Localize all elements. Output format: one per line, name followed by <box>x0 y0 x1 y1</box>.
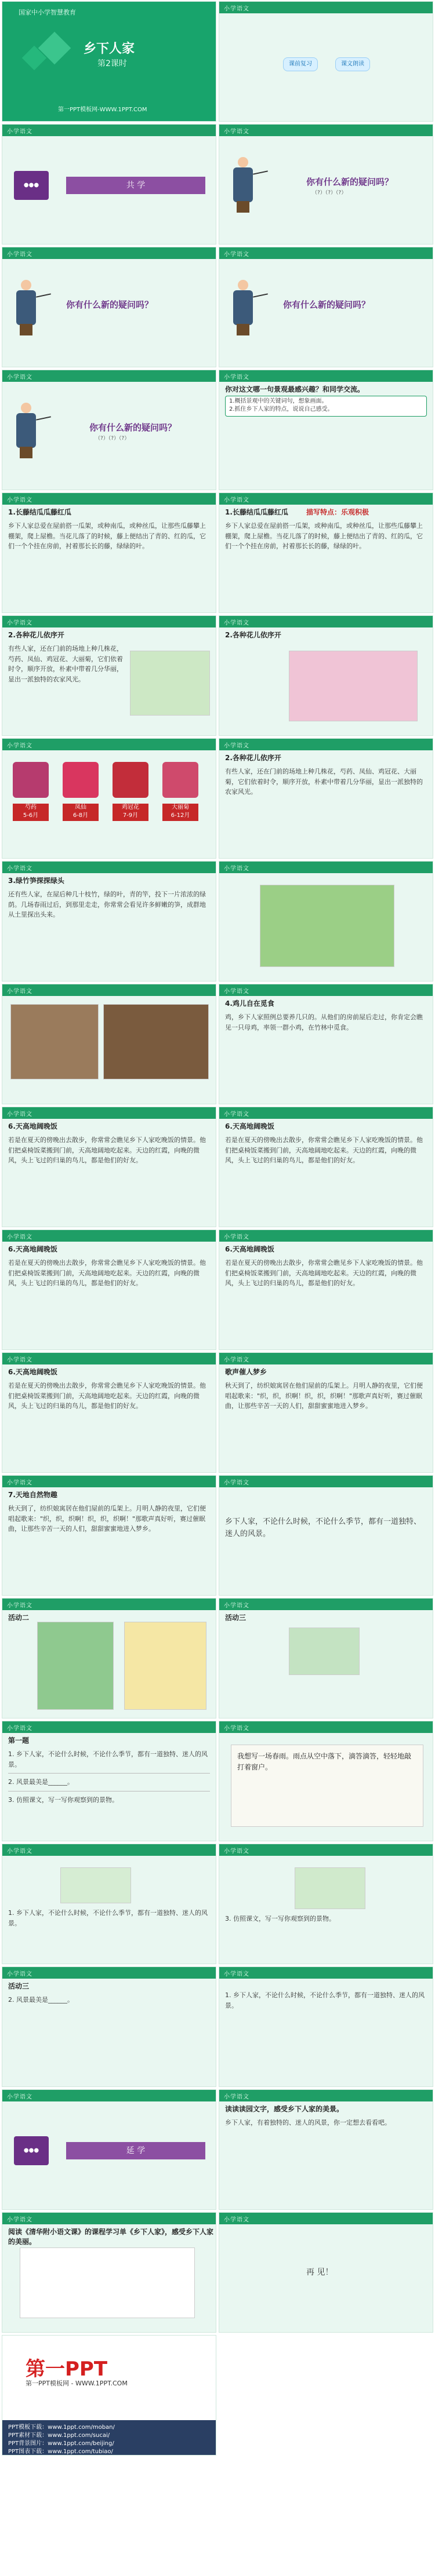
scene-title: 6.天高地阔晚饭 <box>8 1245 57 1253</box>
scene-text: 若是在夏天的傍晚出去散步，你常常会瞧见乡下人家吃晚饭的情景。他们把桌椅饭菜搬到门前，天高地阔地吃起来。天边的红霞，向晚的微风，头上飞过的归巢的鸟儿，都是他们的好友。 <box>225 1136 423 1165</box>
activity-picture <box>37 1622 114 1710</box>
flower-photo <box>13 762 49 798</box>
scene-title: 2.各种花儿依序开 <box>8 631 64 639</box>
flower-label: 凤仙 6-8月 <box>63 804 99 821</box>
ppt-logo: 第一PPT <box>26 2358 108 2381</box>
section-title: 共 学 <box>66 177 205 194</box>
ribbon <box>2 493 216 505</box>
ribbon <box>2 247 216 259</box>
review-button[interactable]: 课前复习 <box>283 57 318 71</box>
slide-goodbye[interactable] <box>219 2212 433 2333</box>
ribbon <box>2 1107 216 1119</box>
ribbon-label: 小学语文 <box>7 988 32 995</box>
slide-huodong-caption[interactable] <box>219 1475 433 1596</box>
scene-text: 秋天到了，纺织娘寓居在他们屋前的瓜架上。月明人静的夜里，它们便唱起歌来："织，织，织啊！织，织，织啊！"那歌声真好听，赛过催眠曲，让那些辛苦一天的人们，甜甜蜜蜜地进入梦乡。 <box>8 1505 206 1533</box>
ribbon <box>219 1107 433 1119</box>
scene-text: 若是在夏天的傍晚出去散步，你常常会瞧见乡下人家吃晚饭的情景。他们把桌椅饭菜搬到门前，天高地阔地吃起来。天边的红霞，向晚的微风，头上飞过的归巢的鸟儿，都是他们的好友。 <box>8 1259 206 1287</box>
slide-scene4[interactable] <box>219 984 433 1104</box>
scene-title: 1.长藤结瓜瓜藤红瓜 <box>225 508 288 516</box>
ribbon-label: 小学语文 <box>224 743 249 749</box>
scene-title: 2.各种花儿依序开 <box>225 631 281 639</box>
ribbon-label: 小学语文 <box>224 988 249 995</box>
ribbon <box>219 739 433 750</box>
slide-scene1-highlight[interactable] <box>219 492 433 613</box>
scene-text: 若是在夏天的傍晚出去散步，你常常会瞧见乡下人家吃晚饭的情景。他们把桌椅饭菜搬到门前，天高地阔地吃起来。天边的红霞，向晚的微风，头上飞过的归巢的鸟儿，都是他们的好友。 <box>8 1382 206 1410</box>
ribbon-label: 小学语文 <box>224 1111 249 1118</box>
scene-text: 还有些人家，在屋后种几十枝竹，绿的叶，青的竿，投下一片浓浓的绿荫。几场春雨过后，到那里走走，你常常会看见许多鲜嫩的笋，成群地从土里探出头来。 <box>8 891 206 919</box>
slide-scene4-photo[interactable] <box>2 984 216 1104</box>
handwriting-text: 我想写一场春雨。雨点从空中落下，滴答滴答，轻轻地敲打着窗户。 <box>237 1752 412 1772</box>
scene-title: 2.各种花儿依序开 <box>225 754 281 762</box>
slide-scene7-b[interactable] <box>2 1475 216 1596</box>
flower-label: 芍药 5-6月 <box>13 804 49 821</box>
ribbon-label: 小学语文 <box>7 620 32 626</box>
ribbon <box>219 1230 433 1242</box>
ribbon <box>2 1599 216 1610</box>
scene-text: 有些人家，还在门前的场地上种几株花，芍药、凤仙、鸡冠花、大丽菊，它们依着时令，顺序开放，朴素中带着几分华丽，显出一派独特的农家风光。 <box>8 645 123 683</box>
ribbon <box>2 616 216 627</box>
flower-photo <box>63 762 99 798</box>
ribbon-label: 小学语文 <box>224 1357 249 1363</box>
note-box <box>225 396 427 417</box>
flower-label: 大丽菊 6-12月 <box>162 804 198 821</box>
ribbon-label: 小学语文 <box>224 1234 249 1240</box>
slide-scene2-text[interactable] <box>219 738 433 859</box>
ribbon <box>219 247 433 259</box>
ribbon <box>219 1599 433 1610</box>
people-icon: ●●● <box>14 171 49 200</box>
slide-gongxue[interactable] <box>2 124 216 245</box>
scene-title: 6.天高地阔晚饭 <box>225 1245 274 1253</box>
ribbon-label: 小学语文 <box>224 374 249 381</box>
slide-practice-c[interactable] <box>219 1844 433 1964</box>
scene-title: 4.鸡儿自在觅食 <box>225 999 274 1008</box>
extension-text: 阅读《清华附小语文课》的课程学习单《乡下人家》，感受乡下人家的美丽。 <box>8 2228 214 2246</box>
ribbon-label: 小学语文 <box>224 6 249 12</box>
activity-title: 活动二 <box>8 1614 30 1622</box>
ribbon <box>2 984 216 996</box>
note-line: 2.抓住乡下人家的特点，说说自己感受。 <box>229 406 334 413</box>
goodbye-text: 再 见！ <box>306 2268 334 2277</box>
slide-scene6-d[interactable] <box>219 1229 433 1350</box>
reading-button[interactable]: 课文朗读 <box>335 57 370 71</box>
practice-text: 1. 乡下人家，不论什么时候，不论什么季节，都有一道独特、迷人的风景。 <box>8 1909 208 1927</box>
ribbon <box>2 739 216 750</box>
ribbon-label: 小学语文 <box>7 1480 32 1486</box>
slide-practice-b[interactable] <box>2 1844 216 1964</box>
slide-scene2-photo[interactable] <box>219 615 433 736</box>
ppt-link[interactable]: PPT模板下载：www.1ppt.com/moban/ <box>8 2424 115 2431</box>
ribbon-label: 小学语文 <box>7 1725 32 1732</box>
slide-scene3-photo[interactable] <box>219 861 433 981</box>
scene-title: 6.天高地阔晚饭 <box>8 1122 57 1130</box>
scene-text: 若是在夏天的傍晚出去散步，你常常会瞧见乡下人家吃晚饭的情景。他们把桌椅饭菜搬到门前，天高地阔地吃起来。天边的红霞，向晚的微风，头上飞过的归巢的鸟儿，都是他们的好友。 <box>8 1136 206 1165</box>
ribbon <box>219 493 433 505</box>
activity-picture <box>124 1622 206 1710</box>
scene-title: 1.长藤结瓜瓜藤红瓜 <box>8 508 71 516</box>
slide-question-1[interactable] <box>219 124 433 245</box>
ribbon-label: 小学语文 <box>7 866 32 872</box>
ribbon-label: 小学语文 <box>7 129 32 135</box>
slide-practice[interactable] <box>2 1721 216 1841</box>
ribbon <box>219 1844 433 1856</box>
slide-nav[interactable] <box>219 1 433 122</box>
slide-question-3[interactable] <box>219 247 433 367</box>
ribbon <box>2 862 216 873</box>
question-text: 你有什么新的疑问吗？ <box>66 300 154 310</box>
question-text: 你有什么新的疑问吗？ <box>306 177 394 187</box>
slide-scene6-c[interactable] <box>2 1229 216 1350</box>
flower-photo <box>113 762 148 798</box>
bamboo-photo <box>260 885 394 967</box>
slide-extension[interactable] <box>2 2212 216 2333</box>
ribbon <box>2 1230 216 1242</box>
practice-line: 3. 仿照课文，写一写你观察到的景物。 <box>8 1796 118 1804</box>
slide-scene6[interactable] <box>2 1107 216 1227</box>
ribbon <box>219 1476 433 1487</box>
ppt-link[interactable]: PPT背景图片：www.1ppt.com/beijing/ <box>8 2440 114 2447</box>
scene-text: 若是在夏天的傍晚出去散步，你常常会瞧见乡下人家吃晚饭的情景。他们把桌椅饭菜搬到门前，天高地阔地吃起来。天边的红霞，向晚的微风，头上飞过的归巢的鸟儿，都是他们的好友。 <box>225 1259 423 1287</box>
ribbon <box>2 1476 216 1487</box>
scene-title: 7.天地自然物趣 <box>8 1491 57 1499</box>
ribbon <box>2 1721 216 1733</box>
ribbon <box>219 1353 433 1364</box>
handwriting-sheet <box>231 1745 423 1827</box>
question-hint: （?）（?）（?） <box>95 436 130 442</box>
people-icon: ●●● <box>14 2136 49 2165</box>
cover-title: 乡下人家 <box>84 42 135 56</box>
ribbon <box>219 125 433 136</box>
teacher-icon <box>230 280 256 335</box>
ribbon-label: 小学语文 <box>224 1848 249 1855</box>
note-line: 1.概括景观中的关键词句，想象画面。 <box>229 398 328 404</box>
scene-text: 乡下人家总爱在屋前搭一瓜架，或种南瓜，或种丝瓜，让那些瓜藤攀上棚架，爬上屋檐。当花儿落了的时候，藤上便结出了青的、红的瓜，它们一个个挂在房前，衬着那长长的藤，绿绿的叶。 <box>8 522 206 550</box>
ribbon-label: 小学语文 <box>224 1971 249 1977</box>
practice-line: 1. 乡下人家，不论什么时候，不论什么季节，都有一道独特、迷人的风景。 <box>8 1750 208 1768</box>
ppt-link-bar <box>2 2420 216 2455</box>
slide-handwriting[interactable] <box>219 1721 433 1841</box>
scene-text: 有些人家，还在门前的场地上种几株花，芍药、凤仙、鸡冠花、大丽菊，它们依着时令，顺序开放，朴素中带着几分华丽，显出一派独特的农家风光。 <box>225 768 423 796</box>
flower-photo <box>130 651 210 716</box>
teacher-icon <box>13 280 39 335</box>
practice-list <box>8 1749 210 1805</box>
scene-title: 歌声催人梦乡 <box>225 1368 267 1376</box>
ribbon-label: 小学语文 <box>224 129 249 135</box>
ribbon-label: 小学语文 <box>224 2094 249 2100</box>
ribbon-label: 小学语文 <box>7 1603 32 1609</box>
ribbon-label: 小学语文 <box>7 251 32 258</box>
practice-text: 3. 仿照课文，写一写你观察到的景物。 <box>225 1915 335 1922</box>
ribbon <box>219 862 433 873</box>
practice-text: 2. 风景最美是______。 <box>8 1996 74 2004</box>
teacher-icon <box>230 157 256 213</box>
flower-label: 鸡冠花 7-9月 <box>113 804 148 821</box>
teacher-icon <box>13 403 39 458</box>
slide-huodong-2[interactable] <box>2 1598 216 1718</box>
slide-huodong-3[interactable] <box>219 1598 433 1718</box>
reading-title: 读读读园文字，感受乡下人家的美景。 <box>225 2105 344 2113</box>
slide-question-4[interactable] <box>2 370 216 490</box>
cover-subtitle: 第2课时 <box>97 59 127 68</box>
activity-title: 活动三 <box>8 1982 30 1990</box>
slide-scene7[interactable] <box>219 1352 433 1473</box>
ribbon <box>2 125 216 136</box>
activity-picture <box>289 1628 360 1675</box>
ribbon <box>2 1844 216 1856</box>
ribbon <box>2 1967 216 1979</box>
ribbon-label: 小学语文 <box>224 2217 249 2223</box>
practice-text: 1. 乡下人家，不论什么时候，不论什么季节，都有一道独特、迷人的风景。 <box>225 1991 425 2009</box>
slide-flower-gallery[interactable] <box>2 738 216 859</box>
question-hint: （?）（?）（?） <box>312 190 347 196</box>
reading-text: 乡下人家，有着独特的、迷人的风景，你一定想去看看吧。 <box>225 2119 391 2126</box>
ppt-link[interactable]: PPT图表下载：www.1ppt.com/tubiao/ <box>8 2449 113 2455</box>
ribbon <box>219 1967 433 1979</box>
ribbon <box>219 616 433 627</box>
slide-scene2[interactable] <box>2 615 216 736</box>
activity-title: 活动三 <box>225 1614 246 1622</box>
ribbon-label: 小学语文 <box>7 1111 32 1118</box>
ribbon <box>2 1353 216 1364</box>
practice-heading: 第一题 <box>8 1736 30 1745</box>
ribbon <box>2 2213 216 2224</box>
slide-exchange[interactable] <box>219 370 433 490</box>
ribbon <box>219 370 433 382</box>
flower-photo <box>162 762 198 798</box>
practice-line: 2. 风景最美是______。 <box>8 1778 74 1786</box>
slide-scene1[interactable] <box>2 492 216 613</box>
chicken-photo <box>10 1004 99 1079</box>
ribbon-label: 小学语文 <box>7 1234 32 1240</box>
cover-footer: 第一PPT模板网-WWW.1PPT.COM <box>58 107 147 113</box>
ribbon-label: 小学语文 <box>7 2217 32 2223</box>
ribbon <box>219 2090 433 2101</box>
ribbon-label: 小学语文 <box>224 866 249 872</box>
ribbon <box>219 2 433 13</box>
ribbon-label: 小学语文 <box>7 374 32 381</box>
question-text: 你有什么新的疑问吗？ <box>283 300 371 310</box>
ribbon-label: 小学语文 <box>224 251 249 258</box>
question-text: 你有什么新的疑问吗？ <box>89 422 177 433</box>
caption-text: 乡下人家，不论什么时候，不论什么季节，都有一道独特、迷人的风景。 <box>225 1517 422 1538</box>
ribbon <box>219 2213 433 2224</box>
ribbon <box>2 2090 216 2101</box>
ribbon <box>219 984 433 996</box>
worksheet-preview <box>20 2247 195 2318</box>
slide-scene3[interactable] <box>2 861 216 981</box>
ribbon-label: 小学语文 <box>224 497 249 503</box>
ribbon <box>2 370 216 382</box>
activity-picture <box>295 1867 365 1909</box>
ribbon-label: 小学语文 <box>7 2094 32 2100</box>
flower-photo <box>289 651 418 721</box>
scene-title: 3.绿竹笋探探绿头 <box>8 877 64 885</box>
exchange-question: 你对这文哪一句景观最感兴趣？和同学交流。 <box>225 385 365 393</box>
ppt-link[interactable]: PPT素材下载：www.1ppt.com/sucai/ <box>8 2432 110 2439</box>
ribbon-label: 小学语文 <box>7 1357 32 1363</box>
scene-text: 鸡，乡下人家照例总要养几只的。从他们的房前屋后走过，你肯定会瞧见一只母鸡，率领一群小鸡，在竹林中觅食。 <box>225 1013 423 1031</box>
ribbon-label: 小学语文 <box>7 1848 32 1855</box>
ribbon-label: 小学语文 <box>224 1725 249 1732</box>
scene-title: 6.天高地阔晚饭 <box>225 1122 274 1130</box>
scene-text: 乡下人家总爱在屋前搭一瓜架，或种南瓜，或种丝瓜，让那些瓜藤攀上棚架，爬上屋檐。当花儿落了的时候，藤上便结出了青的、红的瓜，它们一个个挂在房前，衬着那长长的藤，绿绿的叶。 <box>225 522 423 550</box>
activity-picture <box>60 1867 131 1903</box>
slide-reading[interactable] <box>219 2089 433 2210</box>
ribbon-label: 小学语文 <box>7 1971 32 1977</box>
ribbon-label: 小学语文 <box>7 497 32 503</box>
slide-question-2[interactable] <box>2 247 216 367</box>
chicken-photo <box>103 1004 209 1079</box>
ribbon-label: 小学语文 <box>224 620 249 626</box>
scene-text: 秋天到了，纺织娘寓居在他们屋前的瓜架上。月明人静的夜里，它们便唱起歌来："织，织，织啊！织，织，织啊！"那歌声真好听，赛过催眠曲，让那些辛苦一天的人们，甜甜蜜蜜地进入梦乡。 <box>225 1382 423 1410</box>
slide-ppt-brand[interactable] <box>2 2335 216 2455</box>
ribbon-label: 小学语文 <box>7 743 32 749</box>
section-title: 延 学 <box>66 2142 205 2159</box>
ribbon <box>219 1721 433 1733</box>
slide-practice-e[interactable] <box>219 1966 433 2087</box>
slide-scene6-e[interactable] <box>2 1352 216 1473</box>
scene-title: 6.天高地阔晚饭 <box>8 1368 57 1376</box>
ribbon-label: 小学语文 <box>224 1603 249 1609</box>
slide-practice-d[interactable] <box>2 1966 216 2087</box>
ribbon-label: 小学语文 <box>224 1480 249 1486</box>
slide-scene6-b[interactable] <box>219 1107 433 1227</box>
cover-brand: 国家中小学智慧教育 <box>19 9 76 16</box>
scene-tag: 描写特点：乐观积极 <box>306 508 369 516</box>
slide-yanxue[interactable] <box>2 2089 216 2210</box>
ppt-sub: 第一PPT模板网 - WWW.1PPT.COM <box>26 2380 128 2387</box>
slide-cover[interactable] <box>2 1 216 122</box>
